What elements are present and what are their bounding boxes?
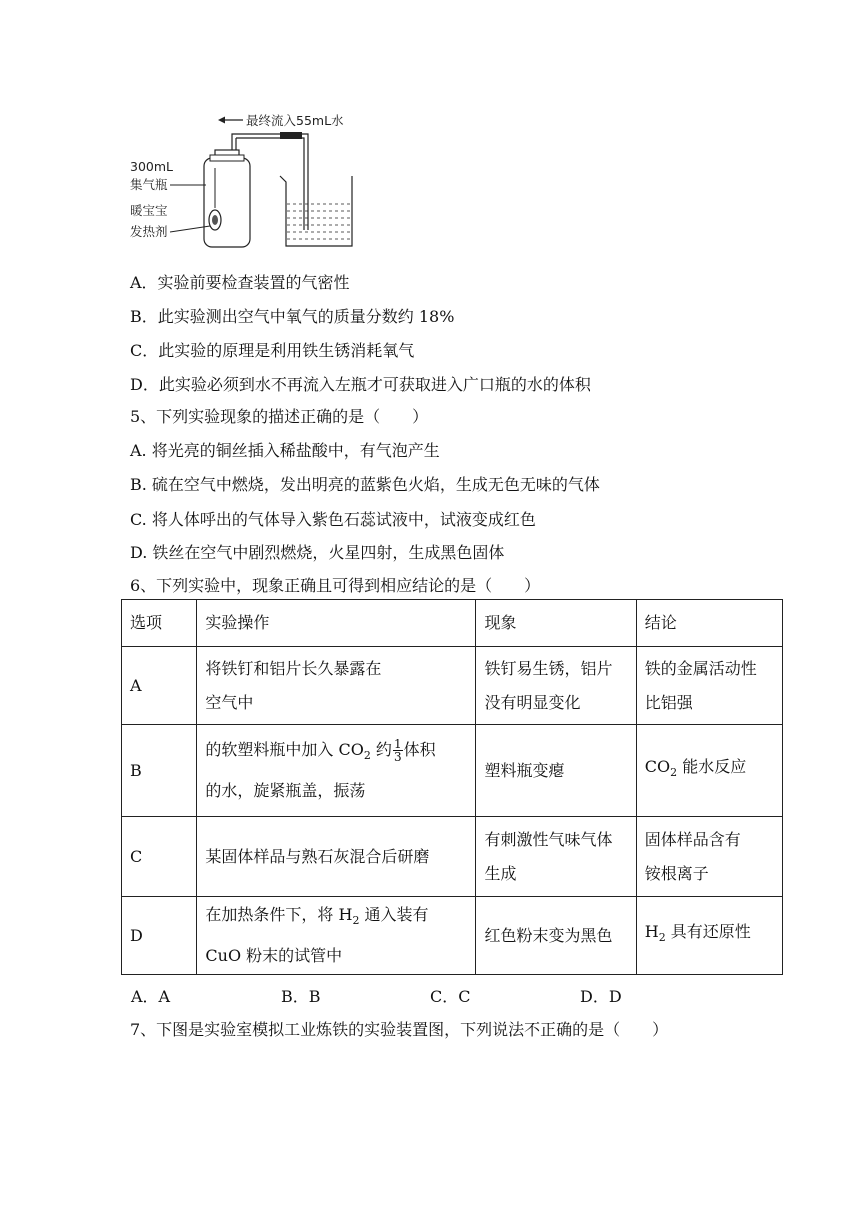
q5-option-c: C. 将人体呼出的气体导入紫色石蕊试液中，试液变成红色 <box>130 510 536 529</box>
row-label: A <box>122 647 197 725</box>
row-operation: 某固体样品与熟石灰混合后研磨 <box>197 817 476 897</box>
fraction: $\frac{1}{3}$ <box>393 737 402 765</box>
row-phenomenon: 塑料瓶变瘪 <box>476 725 636 817</box>
q4-option-a: A．实验前要检查装置的气密性 <box>130 273 350 292</box>
row-conclusion: $H_2$ 具有还原性 <box>636 897 782 975</box>
tube-clamp <box>280 132 302 139</box>
q6-answer-c: C．C <box>430 987 471 1006</box>
row-conclusion: 固体样品含有 铵根离子 <box>636 817 782 897</box>
collection-bottle <box>204 138 250 247</box>
table-row <box>122 725 783 817</box>
q6-answer-d: D．D <box>580 987 622 1006</box>
table-row <box>122 647 783 725</box>
q5-option-b: B. 硫在空气中燃烧，发出明亮的蓝紫色火焰，生成无色无味的气体 <box>130 475 600 494</box>
q7-stem: 7、下图是实验室模拟工业炼铁的实验装置图，下列说法不正确的是（ ） <box>130 1020 669 1039</box>
row-conclusion: 铁的金属活动性 比铝强 <box>636 647 782 725</box>
row-operation: 在加热条件下，将 $H_2$ 通入装有 CuO 粉末的试管中 <box>197 897 476 975</box>
row-phenomenon: 红色粉末变为黑色 <box>476 897 636 975</box>
warmer-label-1: 暖宝宝 <box>130 203 168 218</box>
beaker <box>280 176 352 246</box>
flask-volume-label: 300mL <box>130 159 173 174</box>
table-row <box>122 817 783 897</box>
header-option: 选项 <box>122 600 197 647</box>
row-label: D <box>122 897 197 975</box>
header-operation: 实验操作 <box>197 600 476 647</box>
q5-option-a: A. 将光亮的铜丝插入稀盐酸中，有气泡产生 <box>130 441 440 460</box>
experiment-apparatus-diagram <box>130 108 370 253</box>
table-row <box>122 897 783 975</box>
q6-stem: 6、下列实验中，现象正确且可得到相应结论的是（ ） <box>130 576 541 595</box>
row-conclusion: $CO_2$ 能水反应 <box>636 725 782 817</box>
header-conclusion: 结论 <box>636 600 782 647</box>
row-label: B <box>122 725 197 817</box>
q6-answer-b: B．B <box>281 987 321 1006</box>
flask-name-label: 集气瓶 <box>130 177 168 192</box>
row-phenomenon: 铁钉易生锈，铝片 没有明显变化 <box>476 647 636 725</box>
warmer-label-2: 发热剂 <box>130 224 168 239</box>
q5-stem: 5、下列实验现象的描述正确的是（ ） <box>130 407 429 426</box>
q6-answer-a: A．A <box>131 987 171 1006</box>
row-operation: 将铁钉和铝片长久暴露在 空气中 <box>197 647 476 725</box>
flow-label: 最终流入55mL水 <box>246 113 344 128</box>
row-phenomenon: 有刺激性气味气体 生成 <box>476 817 636 897</box>
q4-option-b: B．此实验测出空气中氧气的质量分数约 18% <box>130 307 455 326</box>
q6-table <box>121 599 783 975</box>
q4-option-c: C．此实验的原理是利用铁生锈消耗氧气 <box>130 341 415 360</box>
q5-option-d: D. 铁丝在空气中剧烈燃烧，火星四射，生成黑色固体 <box>130 543 505 562</box>
row-label: C <box>122 817 197 897</box>
table-header-row <box>122 600 783 647</box>
row-operation: 的软塑料瓶中加入 $CO_2$ 约 $\frac{1}{3}$ 体积 的水，旋紧瓶盖，振荡 <box>197 725 476 817</box>
q4-option-d: D．此实验必须到水不再流入左瓶才可获取进入广口瓶的水的体积 <box>130 375 591 394</box>
header-phenomenon: 现象 <box>476 600 636 647</box>
